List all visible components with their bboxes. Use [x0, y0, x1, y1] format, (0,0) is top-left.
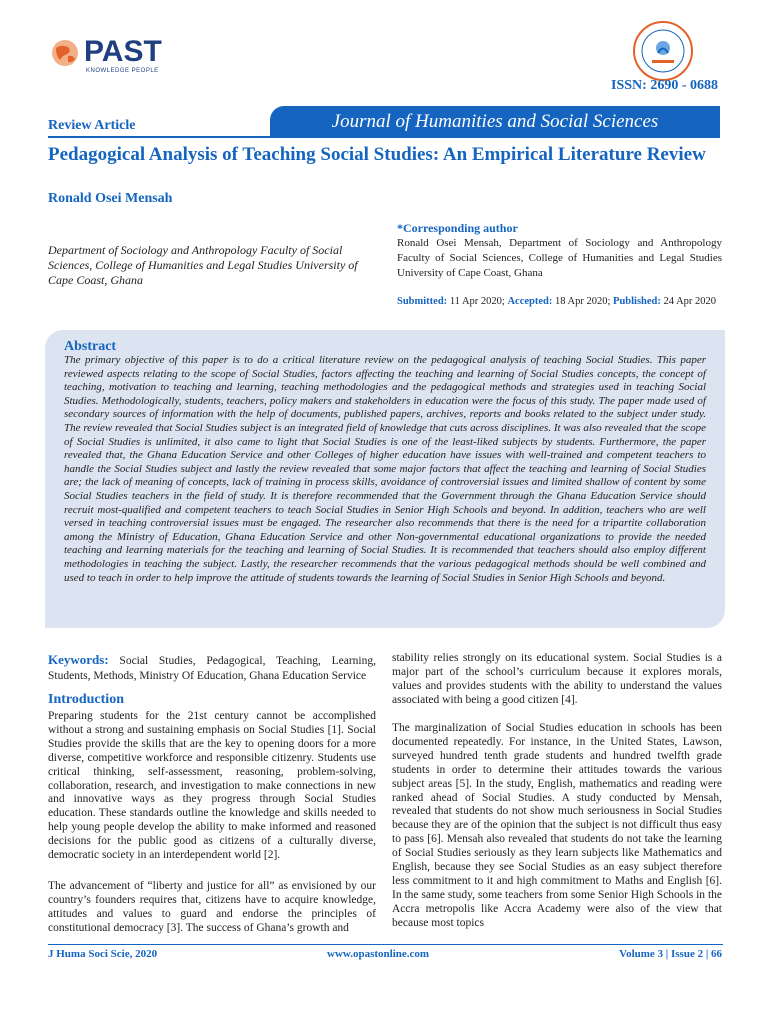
author-affiliation: Department of Sociology and Anthropology Faculty of Social Sciences, College of Humanities and Legal Studies University of Cape Coast, Ghana — [48, 243, 358, 287]
introduction-heading: Introduction — [48, 692, 124, 707]
article-type: Review Article — [48, 118, 136, 133]
logo-text: PAST — [84, 35, 162, 68]
journal-seal-icon — [632, 20, 694, 82]
journal-banner — [270, 106, 720, 138]
author-name: Ronald Osei Mensah — [48, 191, 173, 206]
footer-volume-page: Volume 3 | Issue 2 | 66 — [619, 948, 722, 960]
submitted-date: 11 Apr 2020; — [449, 296, 505, 307]
accepted-label: Accepted: — [507, 296, 553, 307]
paper-title: Pedagogical Analysis of Teaching Social Studies: An Empirical Literature Review — [48, 144, 706, 165]
footer-website-link[interactable]: www.opastonline.com — [327, 948, 430, 960]
divider — [48, 136, 270, 138]
intro-paragraph-3: stability relies strongly on its educational system. Social Studies is a major part of the school’s curriculum because it explores morals, values and provides students with the ability to understand the values associated with being a good citizen [4]. — [392, 652, 722, 706]
logo-tagline: KNOWLEDGE PEOPLE — [86, 68, 159, 74]
accepted-date: 18 Apr 2020; — [555, 296, 611, 307]
publisher-logo — [50, 36, 170, 82]
footer-citation: J Huma Soci Scie, 2020 — [48, 948, 158, 960]
published-label: Published: — [613, 296, 661, 307]
abstract-heading: Abstract — [64, 339, 117, 354]
corresponding-author-label: *Corresponding author — [397, 221, 518, 235]
issn: ISSN: 2690 - 0688 — [611, 78, 718, 93]
article-dates — [397, 296, 716, 307]
corresponding-author-text: Ronald Osei Mensah, Department of Sociology and Anthropology Faculty of Social Sciences, College of Humanities and Legal Studies University of Cape Coast, Ghana — [397, 237, 722, 279]
published-date: 24 Apr 2020 — [663, 296, 717, 307]
intro-paragraph-2: The advancement of “liberty and justice for all” as envisioned by our country’s founders requires that, citizens have to acquire knowledge, attitudes and values to guard and endorse the principles of constitutional democracy [3]. The success of Ghana’s growth and — [48, 880, 376, 934]
abstract-text: The primary objective of this paper is to do a critical literature review on the pedagogical analysis of teaching Social Studies. This paper reviewed aspects relating to the scope of Social Studies, factors affecting the teaching and learning of Social Studies concepts, the concept of teaching, motivation to teaching and learning, teaching methodologies and the pedagogical methods and strategies used in teaching Social Studies. Methodologically, students, teachers, policy makers and stakeholders in education were the focus of this study. The paper made used of secondary sources of information with the help of documents, published papers, archives, reports and books related to the subject under study. The review revealed that Social Studies subject is an integrated field of knowledge that cuts across disciplines. It was also revealed that the scope of Social Studies is unlimited, it also came to light that Social Studies is one of the least-liked subjects by students. Furthermore, the paper revealed that, the Ghana Education Service and other Colleges of higher education have issues with well-trained and competent teachers to handle the Social Studies subject and lastly the review revealed that some major factors that affect the teaching and learning of Social Studies are; the lack of meaning of concepts, lack of training in process skills, avoidance of controversial issues and limited shallow of content by some Social Studies teachers in the field of study. It is therefore recommended that the Government through the Ghana Education Service should recruit most-qualified and competent teachers to teach Social Studies in Senior High Schools and beyond. In addition, teachers who are well versed in teaching controversial issues must be engaged. The researcher also recommends that there is the need for a tripartite collaboration among the Ministry of Education, Ghana Education Service and other Non-governmental educational organizations to provide the needed teaching and learning materials for the teaching and learning of Social Studies. It is recommended that teachers should also employ different methodologies in teaching the subject. Lastly, the researcher recommends that the various pedagogical methods should be well combined and used to teach in order to help improve the attitude of students towards the learning of Social Studies in Senior High Schools and beyond. — [64, 354, 706, 584]
intro-paragraph-1: Preparing students for the 21st century cannot be accomplished without a strong and sustaining emphasis on Social Studies [1]. Social Studies provide the skills that are the key to opening doors for a more diverse, competitive workforce and responsible citizenry. Students use critical thinking, self-assessment, reasoning, problem-solving, collaboration, research, and investigation to make connections in new and innovative ways as they progress through Social Studies education. These standards outline the knowledge and skills needed to help young people develop the ability to make informed and reasoned decisions for the public good as citizens of a culturally diverse, democratic society in an interdependent world [2]. — [48, 710, 376, 862]
keywords — [48, 652, 376, 684]
footer-divider — [48, 944, 723, 945]
keywords-text: Social Studies, Pedagogical, Teaching, Learning, Students, Methods, Ministry Of Education, Ghana Education Service — [48, 655, 377, 682]
globe-icon — [50, 38, 80, 68]
submitted-label: Submitted: — [397, 296, 448, 307]
journal-name: Journal of Humanities and Social Sciences — [331, 111, 659, 132]
intro-paragraph-4: The marginalization of Social Studies education in schools has been documented repeatedly. For instance, in the United States, Lawson, surveyed hundred tenth grade students and hundred twelfth grade students in order to determine their attitudes towards the various subject areas [5]. In the study, English, mathematics and reading were ranked ahead of Social Studies. A study conducted by Mensah, revealed that students do not show much seriousness in Social Studies because they are of the opinion that the subject is not difficult thus easy to pass [6]. Mensah also revealed that students do not take the learning of Social Studies seriously as they learn subjects like Mathematics and English, because they see Social Studies as an easy subject therefore less commitment to it and high commitment to Maths and English [6]. In the same study, some teachers from some Senior High Schools in the Accra metropolis like Accra Academy were also of the view that because most topics — [392, 722, 722, 929]
keywords-label: Keywords: — [48, 652, 109, 667]
